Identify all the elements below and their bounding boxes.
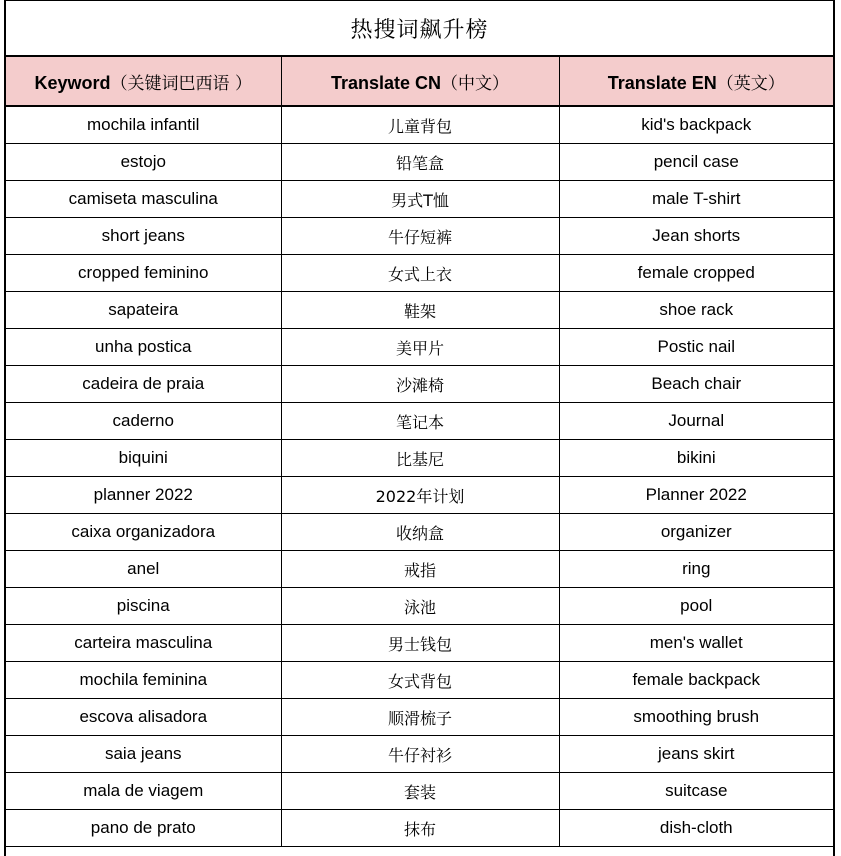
keyword-cell: estojo bbox=[6, 144, 281, 181]
translate-en-cell: ring bbox=[559, 551, 833, 588]
table-row bbox=[6, 403, 833, 440]
translate-cn-cell: 收纳盒 bbox=[281, 514, 559, 551]
keyword-table bbox=[6, 57, 833, 847]
table-row bbox=[6, 662, 833, 699]
table-title: 热搜词飙升榜 bbox=[6, 0, 833, 57]
translate-en-cell: Journal bbox=[559, 403, 833, 440]
table-row bbox=[6, 736, 833, 773]
translate-cn-cell: 沙滩椅 bbox=[281, 366, 559, 403]
table-row bbox=[6, 218, 833, 255]
keyword-cell: escova alisadora bbox=[6, 699, 281, 736]
header-row bbox=[6, 57, 833, 106]
spreadsheet bbox=[4, 0, 835, 856]
translate-en-cell: men's wallet bbox=[559, 625, 833, 662]
header-keyword bbox=[6, 57, 281, 106]
translate-en-cell: bikini bbox=[559, 440, 833, 477]
translate-cn-cell: 男式T恤 bbox=[281, 181, 559, 218]
translate-en-cell: pool bbox=[559, 588, 833, 625]
translate-en-cell: pencil case bbox=[559, 144, 833, 181]
keyword-cell: camiseta masculina bbox=[6, 181, 281, 218]
translate-cn-cell: 儿童背包 bbox=[281, 106, 559, 144]
table-row bbox=[6, 106, 833, 144]
translate-cn-cell: 戒指 bbox=[281, 551, 559, 588]
translate-en-cell: male T-shirt bbox=[559, 181, 833, 218]
translate-cn-cell: 2022年计划 bbox=[281, 477, 559, 514]
header-translate-en-label: Translate EN bbox=[607, 72, 717, 93]
keyword-cell: planner 2022 bbox=[6, 477, 281, 514]
table-row bbox=[6, 255, 833, 292]
header-translate-cn bbox=[281, 57, 559, 106]
keyword-cell: piscina bbox=[6, 588, 281, 625]
translate-en-cell: Beach chair bbox=[559, 366, 833, 403]
translate-en-cell: smoothing brush bbox=[559, 699, 833, 736]
translate-cn-cell: 套装 bbox=[281, 773, 559, 810]
translate-cn-cell: 铅笔盒 bbox=[281, 144, 559, 181]
keyword-cell: anel bbox=[6, 551, 281, 588]
table-row bbox=[6, 588, 833, 625]
table-row bbox=[6, 440, 833, 477]
translate-en-cell: shoe rack bbox=[559, 292, 833, 329]
table-row bbox=[6, 144, 833, 181]
keyword-cell: carteira masculina bbox=[6, 625, 281, 662]
translate-cn-cell: 鞋架 bbox=[281, 292, 559, 329]
translate-cn-cell: 牛仔短裤 bbox=[281, 218, 559, 255]
table-row bbox=[6, 329, 833, 366]
translate-en-cell: organizer bbox=[559, 514, 833, 551]
keyword-cell: caderno bbox=[6, 403, 281, 440]
table-row bbox=[6, 625, 833, 662]
header-translate-en bbox=[559, 57, 833, 106]
keyword-cell: cropped feminino bbox=[6, 255, 281, 292]
table-row bbox=[6, 514, 833, 551]
header-translate-cn-note: （中文） bbox=[441, 73, 510, 94]
header-keyword-label: Keyword bbox=[34, 72, 111, 93]
table-row bbox=[6, 699, 833, 736]
keyword-cell: unha postica bbox=[6, 329, 281, 366]
table-row bbox=[6, 477, 833, 514]
translate-en-cell: Jean shorts bbox=[559, 218, 833, 255]
translate-en-cell: Planner 2022 bbox=[559, 477, 833, 514]
keyword-cell: mala de viagem bbox=[6, 773, 281, 810]
translate-en-cell: female backpack bbox=[559, 662, 833, 699]
table-row bbox=[6, 181, 833, 218]
translate-cn-cell: 顺滑梳子 bbox=[281, 699, 559, 736]
translate-en-cell: jeans skirt bbox=[559, 736, 833, 773]
translate-en-cell: female cropped bbox=[559, 255, 833, 292]
keyword-cell: pano de prato bbox=[6, 810, 281, 847]
translate-cn-cell: 美甲片 bbox=[281, 329, 559, 366]
translate-en-cell: Postic nail bbox=[559, 329, 833, 366]
translate-cn-cell: 女式上衣 bbox=[281, 255, 559, 292]
translate-en-cell: kid's backpack bbox=[559, 106, 833, 144]
keyword-cell: short jeans bbox=[6, 218, 281, 255]
header-translate-cn-label: Translate CN bbox=[330, 72, 442, 93]
translate-cn-cell: 男士钱包 bbox=[281, 625, 559, 662]
keyword-cell: caixa organizadora bbox=[6, 514, 281, 551]
header-keyword-note: （关键词巴西语 ） bbox=[110, 73, 252, 94]
translate-cn-cell: 泳池 bbox=[281, 588, 559, 625]
translate-cn-cell: 比基尼 bbox=[281, 440, 559, 477]
translate-cn-cell: 抹布 bbox=[281, 810, 559, 847]
table-row bbox=[6, 810, 833, 847]
keyword-cell: cadeira de praia bbox=[6, 366, 281, 403]
keyword-cell: sapateira bbox=[6, 292, 281, 329]
keyword-cell: biquini bbox=[6, 440, 281, 477]
translate-en-cell: dish-cloth bbox=[559, 810, 833, 847]
table-row bbox=[6, 551, 833, 588]
table-row bbox=[6, 292, 833, 329]
keyword-cell: mochila infantil bbox=[6, 106, 281, 144]
translate-cn-cell: 女式背包 bbox=[281, 662, 559, 699]
table-row bbox=[6, 773, 833, 810]
keyword-cell: mochila feminina bbox=[6, 662, 281, 699]
table-row bbox=[6, 366, 833, 403]
translate-cn-cell: 牛仔衬衫 bbox=[281, 736, 559, 773]
translate-cn-cell: 笔记本 bbox=[281, 403, 559, 440]
keyword-cell: saia jeans bbox=[6, 736, 281, 773]
header-translate-en-note: （英文） bbox=[716, 73, 785, 94]
translate-en-cell: suitcase bbox=[559, 773, 833, 810]
